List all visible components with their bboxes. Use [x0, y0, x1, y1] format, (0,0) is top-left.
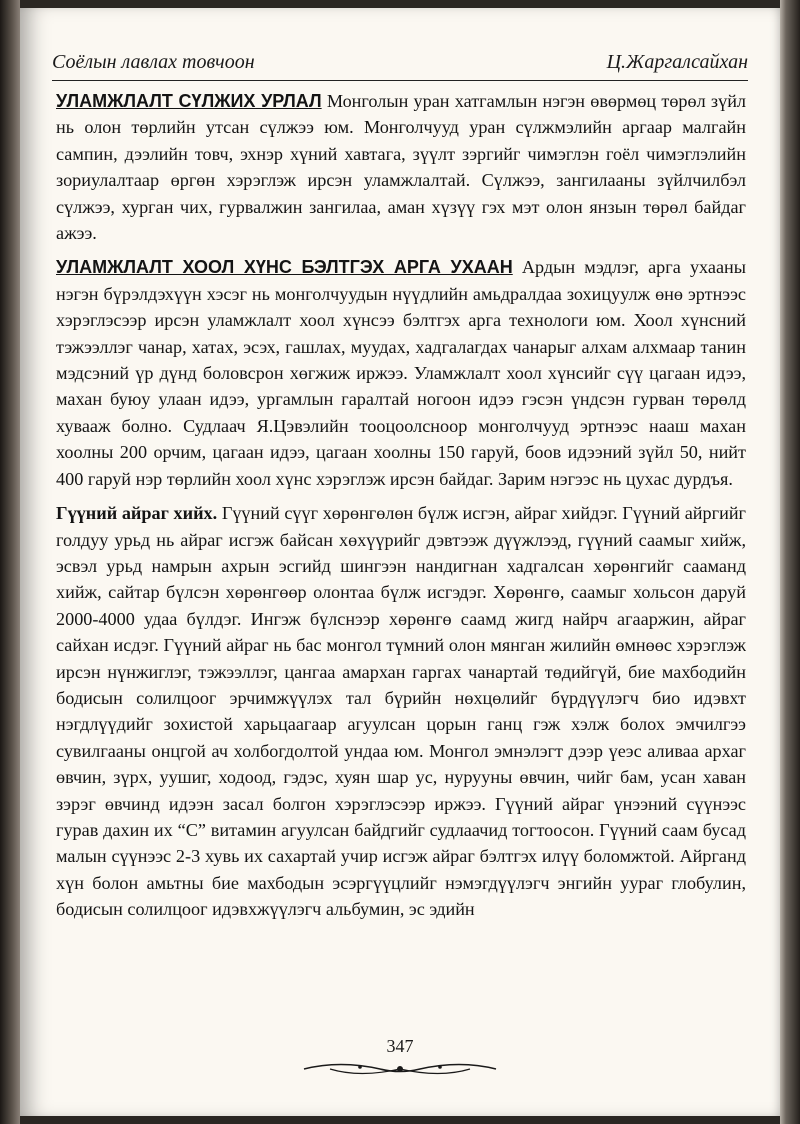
- book-gutter-left: [0, 0, 20, 1124]
- header-book-title: Соёлын лавлах товчоон: [52, 51, 255, 73]
- page-number: 347: [386, 1036, 414, 1056]
- section-title-food: УЛАМЖЛАЛТ ХООЛ ХҮНС БЭЛТГЭХ АРГА УХААН: [56, 257, 513, 278]
- paragraph-braiding: [56, 88, 746, 246]
- section-body-food: Ардын мэдлэг, арга ухааны нэгэн бүрэлдэхүүн хэсэг нь монголчуудын нүүдлийн амьдралдаа зохицуулж өнө эртнээс хэрэглэсээр ирсэн уламжлалт хоол хүнсээ бэлтгэх арга технологи юм. Хоол хүнсний тэжээллэг чанар, хатах, эсэх, гашлах, муудах, хадгалагдах чанарыг алхам алхмаар танин мэдсэний үр дүнд боловсрон хөгжиж иржээ. Уламжлалт хоол хүнсийг сүү цагаан идээ, махан буюу улаан идээ, ургамлын гаралтай ногоон идээ гэсэн үндсэн гурван төрөлд хувааж болно. Судлаач Я.Цэвэлийн тооцоолсноор монголчууд эртнээс наaш махан хоолны 200 орчим, цагаан идээ, цагаан хоолны 150 гаруй, боов идээний зүйл 50, нийт 400 гаруй нэр төрлийн хоол хүнс хэрэглэж ирсэн байдаг. Зарим нэгээс нь цухас дурдъя.: [56, 257, 746, 489]
- flourish-ornament-icon: [300, 1058, 500, 1080]
- book-edge-right: [780, 0, 800, 1124]
- paragraph-food: [56, 254, 746, 492]
- running-header: [52, 38, 748, 81]
- section-body-braiding: Монголын уран хатгамлын нэгэн өвөрмөц төрөл зүйл нь олон төрлийн утсан сүлжээ юм. Монголчууд уран сүлжмэлийн аргаар малгайн сампин, дээлийн товч, эхнэр хүний хавтага, зүүлт зэргийг чимэглэн гоёл чимэглэлийн зориулалтаар өргөн хэрэглэж ирсэн уламжлалтай. Сүлжээ, зангилааны зүйлчилбэл сүлжээ, хурган чих, гурвалжин зангилаа, аман хүзүү гэх мэт олон янзын төрөл байдаг ажээ.: [56, 91, 747, 244]
- section-title-airag: Гүүний айраг хийх.: [56, 503, 218, 524]
- section-title-braiding: УЛАМЖЛАЛТ СҮЛЖИХ УРЛАЛ: [56, 91, 322, 111]
- page-body: [56, 88, 746, 931]
- header-author: Ц.Жаргалсайхан: [606, 51, 748, 73]
- paragraph-airag: [56, 500, 746, 923]
- section-body-airag: Гүүний сүүг хөрөнгөлөн бүлж исгэн, айраг хийдэг. Гүүний айргийг голдуу урьд нь айраг исгэж байсан хөхүүрийг дэвтээж дүүжлээд, гүүний саамыг хийж, эсвэл урьд намрын ахрын эсгийд шингээн нандигнан хадгалсан хөрөнгийг сааманд хийж, сайтар бүлсэн хөрөнгөөр олонтаа бүлж исгэдэг. Хөрөнгө, саамыг хольсон даруй 2000-4000 удаа бүлдэг. Ингэж бүлснээр хөрөнгө саамд жигд найрч агааржин, айраг сайхан исдэг. Гүүний айраг нь бас монгол түмний олон мянган жилийн өмнөөс хэрэглэж ирсэн нүнжиглэг, тэжээллэг, цангаа амархан гаргах чанартай төдийгүй, бие махбодийн бодисын солилцоог эрчимжүүлэх тал бүрийн нөхцөлийг бүрдүүлэгч био идэвхт нэгдлүүдийг зохистой харьцаагаар агуулсан цорын ганц гэж хэлж болох эмчилгээ сувилгааны онцгой ач холбогдолтой ундаа юм. Монгол эмнэлэгт дээр үеэс аливаа архаг өвчин, зүрх, уушиг, ходоод, гэдэс, хуян шар ус, нурууны өвчин, чийг бам, усан хаван зэрэг өвчинд идээн засал болгон хэрэглэсээр иржээ. Гүүний айраг үнээний сүүнээс гурав дахин их “С” витамин агуулсан байдгийг судлаачид тогтоосон. Гүүний саам бусад малын сүүнээс 2-3 хувь их сахартай учир исгэж айраг бэлтгэх илүү боломжтой. Айрганд хүн болон амьтны бие махбодын эсэргүүцлийг нэмэгдүүлэгч энгийн уураг глобулин, бодисын солилцоог идэвхжүүлэгч альбумин, эс эдийн: [56, 503, 747, 920]
